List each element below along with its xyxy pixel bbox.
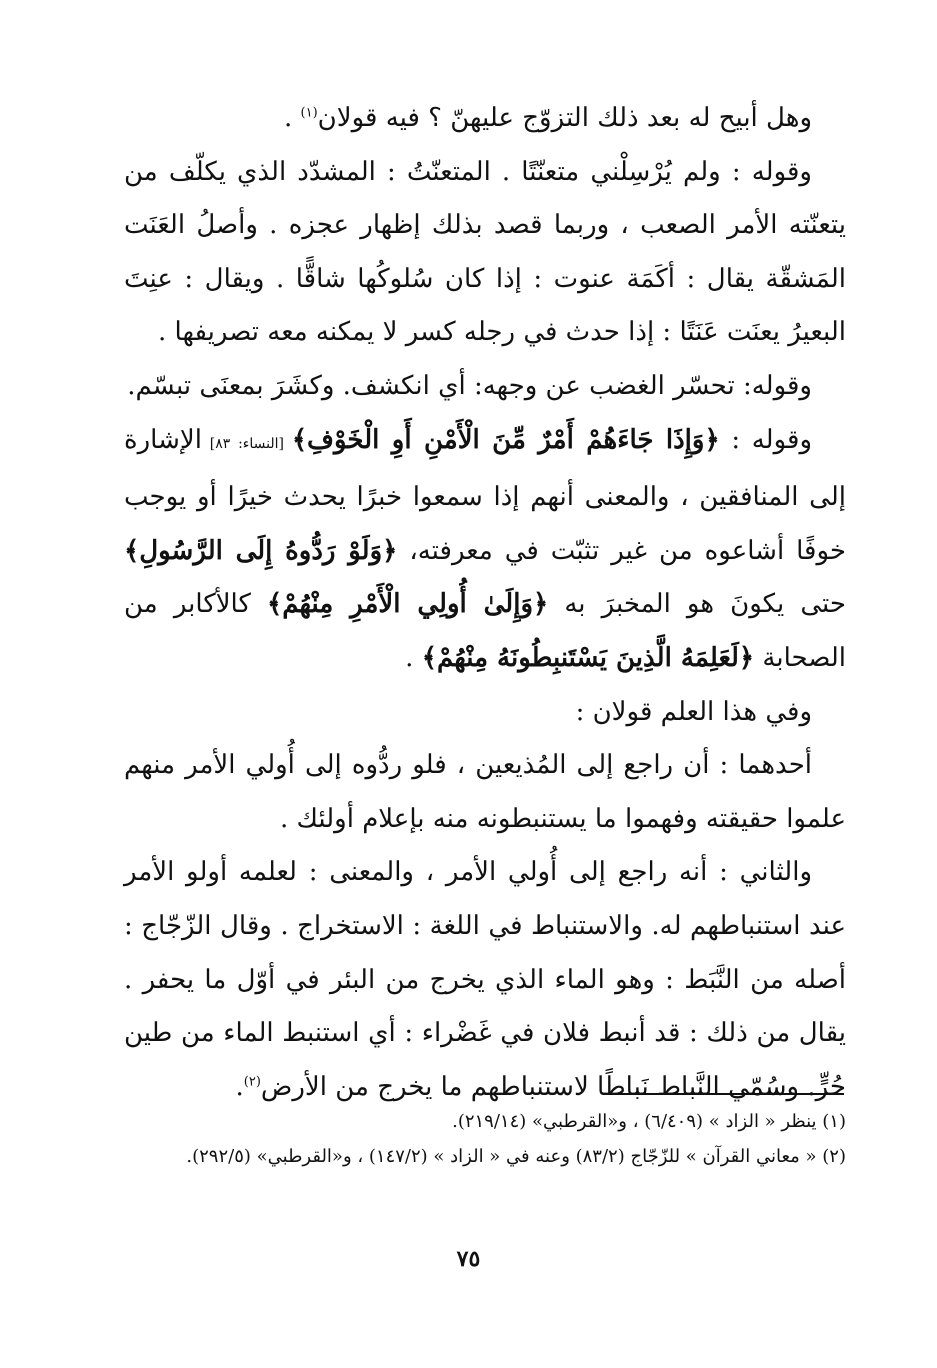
footnotes (124, 1104, 846, 1174)
paragraph-6: أحدهما : أن راجع إلى المُذيعين ، فلو ردُّوه إلى أُولي الأمر منهم علموا حقيقته وفهموا ما يستنبطونه منه بإعلام أولئك . (124, 750, 846, 834)
paragraph-2: وقوله : ولم يُرْسِلْني متعنّتًا . المتعنّتُ : المشدّد الذي يكلّف من يتعنّته الأمر الصعب ، وربما قصد بذلك إظهار عجزه . وأصلُ العَنَت المَشقّة يقال : أكَمَة عنوت : إذا كان سُلوكُها شاقًّا . ويقال : عنِتَ البعيرُ يعنَت عَنَتًا : إذا حدث في رجله كسر لا يمكنه معه تصريفها . (124, 156, 846, 348)
paragraph-4-text-2: حتى يكونَ هو المخبرَ به (548, 589, 846, 620)
footnote-2: (٢) « معاني القرآن » للزّجّاج (٨٣/٢) وعنه في « الزاد » (١٤٧/٢) ، و«القرطبي» (٢٩٢/٥). (186, 1146, 846, 1167)
paragraph-4-text-3: كالأكابر من الصحابة (124, 589, 846, 673)
paragraph-4 (124, 414, 846, 686)
paragraph-4-text-1: الإشارة إلى المنافقين ، والمعنى أنهم إذا سمعوا خبرًا يحدث خيرًا أو يوجب خوفًا أشاعوه من غير تثبّت في معرفته، (124, 424, 846, 566)
paragraph-7 (124, 846, 846, 1114)
paragraph-3: وقوله: تحسّر الغضب عن وجهه: أي انكشف. وكشَرَ بمعنَى تبسّم. (127, 370, 812, 401)
footnote-1: (١) ينظر « الزاد » (٦/٤٠٩) ، و«القرطبي» (٢١٩/١٤). (452, 1111, 846, 1132)
paragraph-1 (124, 92, 846, 146)
paragraph-4-lead: وقوله : (719, 424, 813, 455)
quran-verse-3: ﴿وَإِلَىٰ أُولِي الْأَمْرِ مِنْهُمْ﴾ (266, 589, 549, 620)
paragraph-7-end: . (235, 1071, 244, 1102)
footnote-ref-2: (٢) (243, 1074, 261, 1090)
paragraph-1-text: وهل أبيح له بعد ذلك التزوّج عليهنّ ؟ فيه قولان (317, 103, 812, 133)
quran-verse-2: ﴿وَلَوْ رَدُّوهُ إِلَى الرَّسُولِ﴾ (124, 535, 398, 566)
quran-verse-4: ﴿لَعَلِمَهُ الَّذِينَ يَسْتَنبِطُونَهُ مِنْهُمْ﴾ (421, 642, 755, 673)
footnote-separator (612, 1093, 844, 1095)
footnote-ref-1: (١) (300, 105, 318, 121)
main-text (124, 92, 846, 1114)
quran-verse-1: ﴿وَإِذَا جَاءَهُمْ أَمْرٌ مِّنَ الْأَمْنِ أَوِ الْخَوْفِ﴾ (291, 424, 720, 455)
page-number: ٧٥ (456, 1246, 481, 1272)
verse-citation: [النساء: ٨٣] (201, 435, 292, 452)
paragraph-1-end: . (283, 103, 301, 133)
paragraph-7-text: والثاني : أنه راجع إلى أُولي الأمر ، والمعنى : لعلمه أولو الأمر عند استنباطهم له. والاستنباط في اللغة : الاستخراج . وقال الزّجّاج : أصله من النَّبَط : وهو الماء الذي يخرج من البئر في أوّل ما يحفر . يقال من ذلك : قد أنبط فلان في غَضْراء : أي استنبط الماء من طين حُرٍّ. وسُمّي النَّباط نَباطًا لاستنباطهم ما يخرج من الأرض (124, 857, 846, 1102)
paragraph-5: وفي هذا العلم قولان : (575, 696, 812, 727)
paragraph-4-text-4: . (405, 642, 422, 673)
